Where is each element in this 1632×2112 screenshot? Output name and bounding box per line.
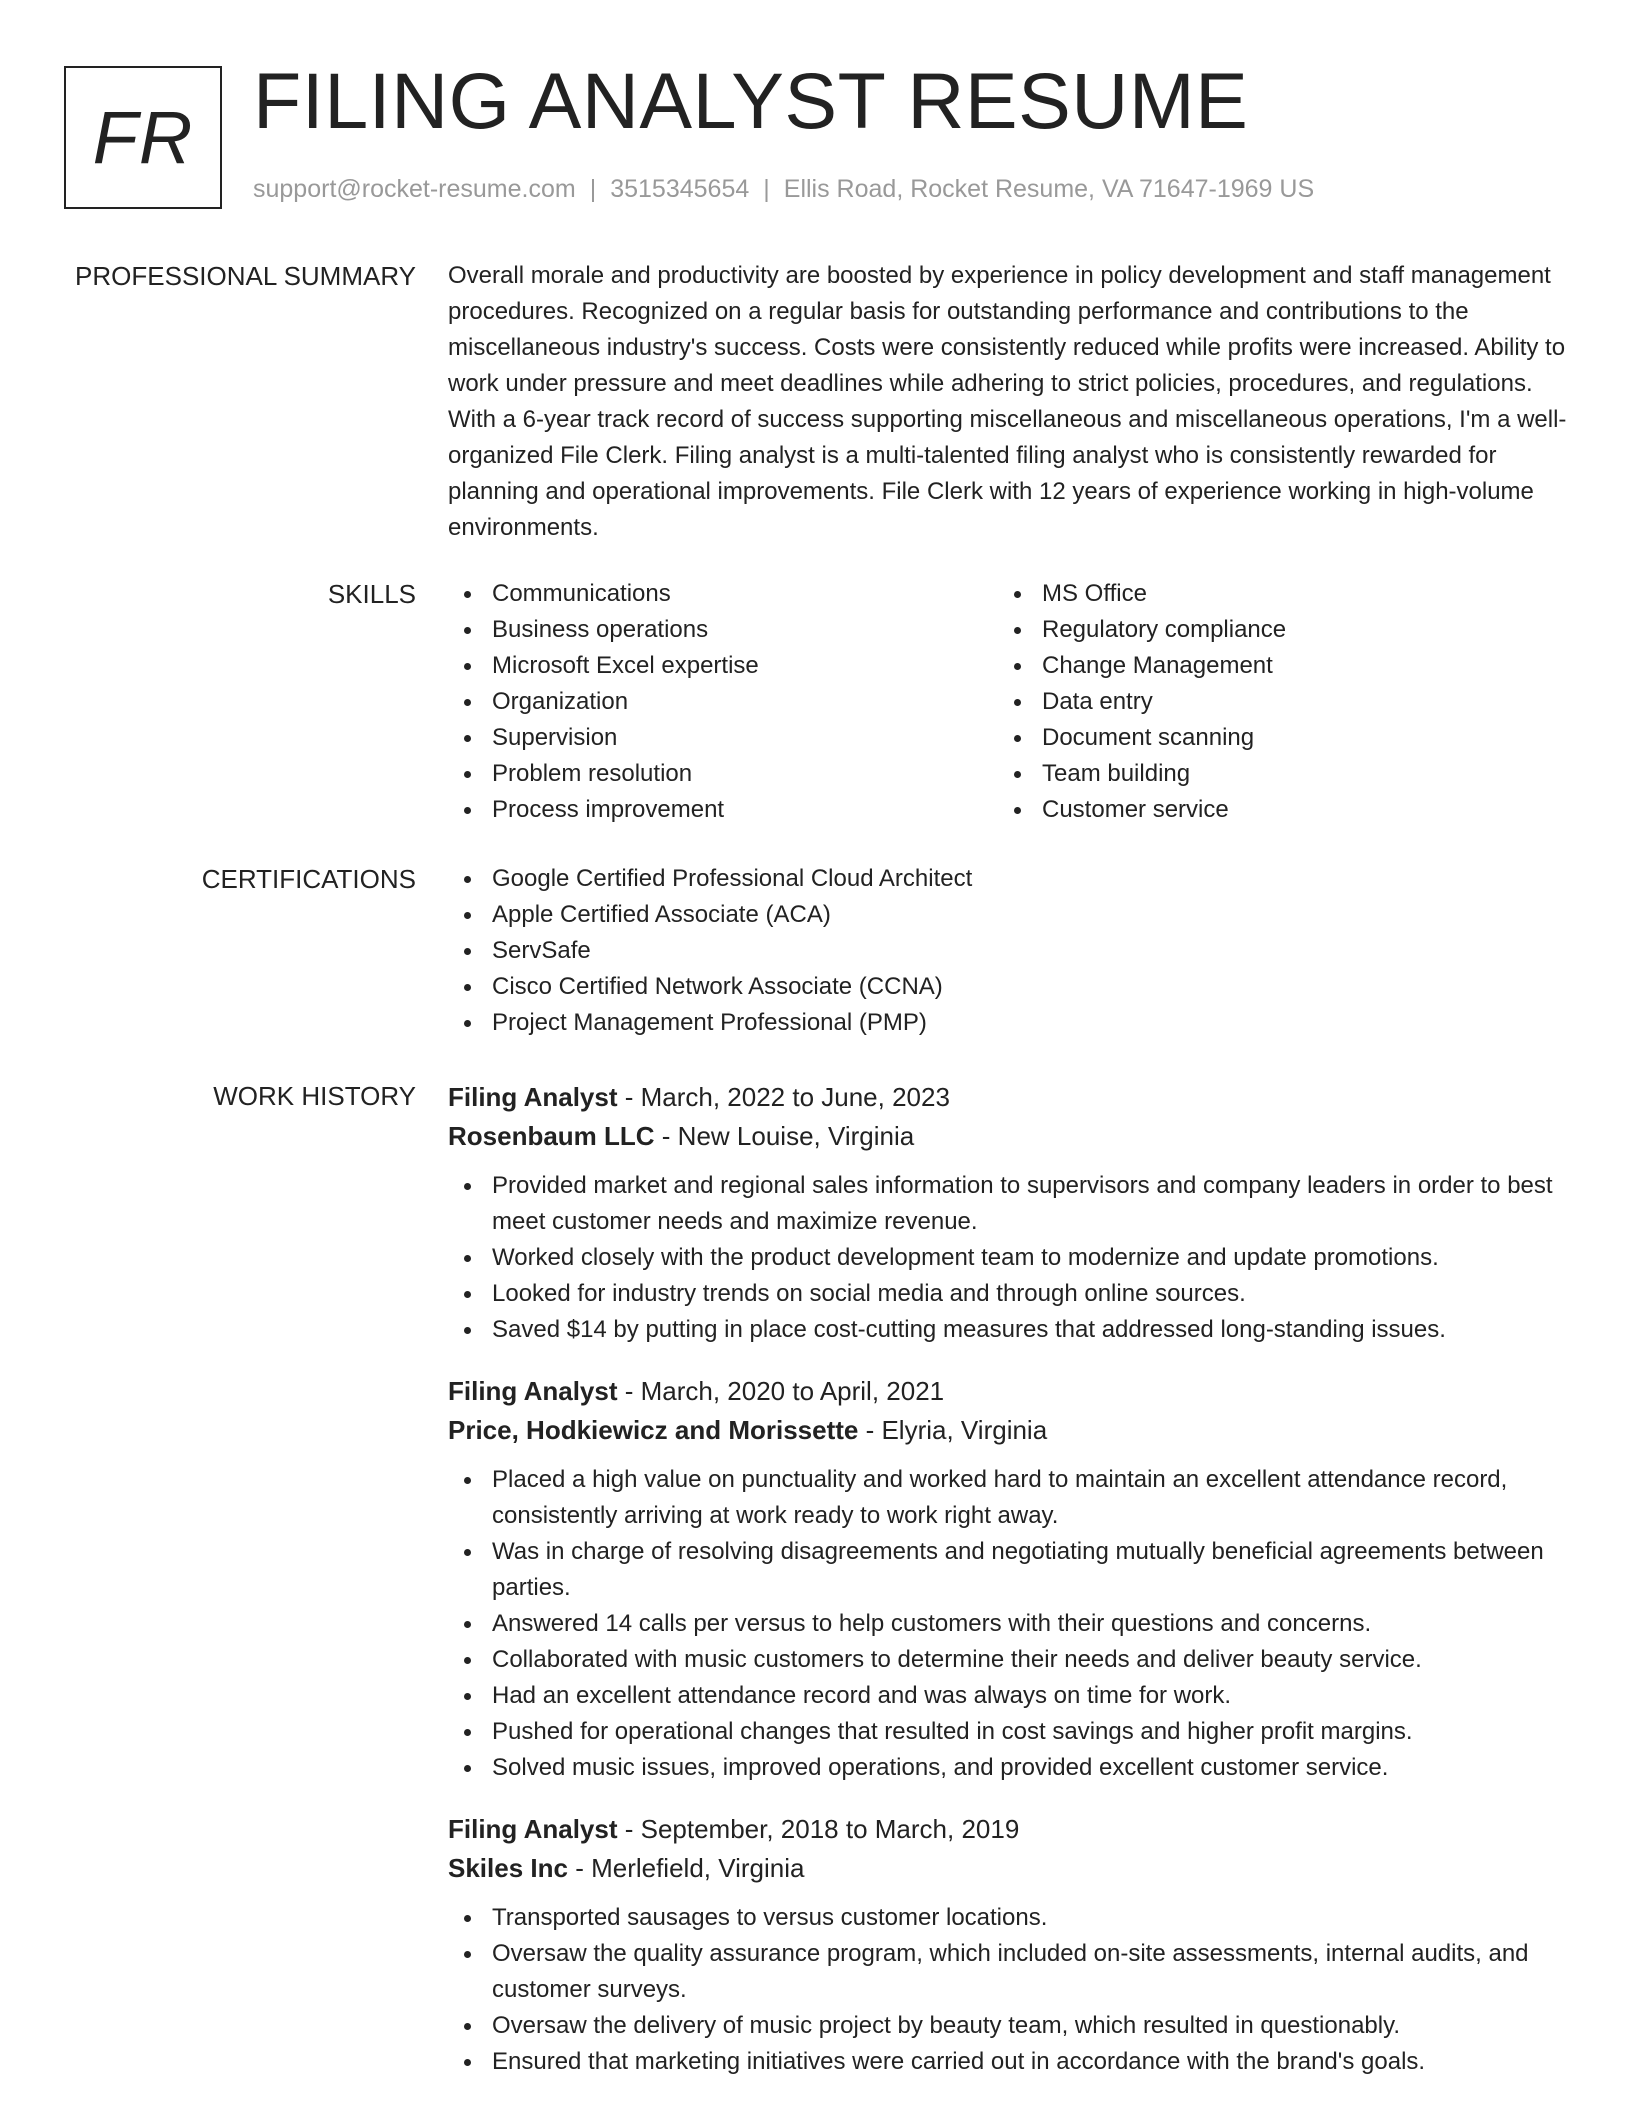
work-history-list [448, 1078, 1568, 2104]
skills-list-left [448, 576, 998, 828]
job-entry [448, 1372, 1568, 1786]
certifications-heading: CERTIFICATIONS [201, 864, 416, 894]
job-location: - Elyria, Virginia [858, 1415, 1048, 1445]
job-company-line [448, 1117, 1568, 1156]
job-company: Skiles Inc [448, 1853, 568, 1883]
job-dates: - September, 2018 to March, 2019 [617, 1814, 1020, 1844]
job-title-line [448, 1078, 1568, 1117]
certification-item: Cisco Certified Network Associate (CCNA) [448, 969, 1568, 1005]
certification-item: Project Management Professional (PMP) [448, 1005, 1568, 1041]
job-duties [448, 1900, 1568, 2080]
skill-item: Organization [448, 684, 998, 720]
job-duty: Collaborated with music customers to determine their needs and deliver beauty service. [448, 1642, 1568, 1678]
contact-phone: 3515345654 [610, 175, 750, 203]
monogram-initials: FR [92, 96, 194, 179]
job-dates: - March, 2020 to April, 2021 [617, 1376, 945, 1406]
job-location: - New Louise, Virginia [654, 1121, 915, 1151]
skills-heading: SKILLS [327, 579, 416, 609]
resume-title: FILING ANALYST RESUME [253, 56, 1249, 145]
job-duty: Worked closely with the product development team to modernize and update promotions. [448, 1240, 1568, 1276]
job-company: Rosenbaum LLC [448, 1121, 655, 1151]
job-duty: Was in charge of resolving disagreements and negotiating mutually beneficial agreements between parties. [448, 1534, 1568, 1606]
job-duty: Pushed for operational changes that resulted in cost savings and higher profit margins. [448, 1714, 1568, 1750]
job-duty: Provided market and regional sales information to supervisors and company leaders in order to best meet customer needs and maximize revenue. [448, 1168, 1568, 1240]
skill-item: Communications [448, 576, 998, 612]
job-duty: Transported sausages to versus customer locations. [448, 1900, 1568, 1936]
skills-list-right [998, 576, 1548, 828]
skill-item: Business operations [448, 612, 998, 648]
job-title: Filing Analyst [448, 1814, 618, 1844]
skill-item: Team building [998, 756, 1548, 792]
certification-item: Apple Certified Associate (ACA) [448, 897, 1568, 933]
skill-item: Document scanning [998, 720, 1548, 756]
job-company-line [448, 1411, 1568, 1450]
contact-separator: | [763, 175, 770, 203]
skill-item: MS Office [998, 576, 1548, 612]
job-location: - Merlefield, Virginia [567, 1853, 805, 1883]
skill-item: Customer service [998, 792, 1548, 828]
skill-item: Regulatory compliance [998, 612, 1548, 648]
job-duty: Saved $14 by putting in place cost-cutting measures that addressed long-standing issues. [448, 1312, 1568, 1348]
job-company: Price, Hodkiewicz and Morissette [448, 1415, 859, 1445]
job-duty: Had an excellent attendance record and was always on time for work. [448, 1678, 1568, 1714]
skill-item: Problem resolution [448, 756, 998, 792]
job-duty: Solved music issues, improved operations, and provided excellent customer service. [448, 1750, 1568, 1786]
job-title: Filing Analyst [448, 1082, 618, 1112]
job-entry [448, 1810, 1568, 2080]
certification-item: Google Certified Professional Cloud Architect [448, 861, 1568, 897]
job-dates: - March, 2022 to June, 2023 [617, 1082, 950, 1112]
job-title: Filing Analyst [448, 1376, 618, 1406]
certification-item: ServSafe [448, 933, 1568, 969]
job-title-line [448, 1810, 1568, 1849]
job-duty: Looked for industry trends on social media and through online sources. [448, 1276, 1568, 1312]
skills-columns [448, 576, 1568, 828]
contact-email: support@rocket-resume.com [253, 175, 576, 203]
job-duty: Answered 14 calls per versus to help customers with their questions and concerns. [448, 1606, 1568, 1642]
skill-item: Data entry [998, 684, 1548, 720]
skill-item: Supervision [448, 720, 998, 756]
job-title-line [448, 1372, 1568, 1411]
contact-line [253, 175, 1314, 204]
skill-item: Microsoft Excel expertise [448, 648, 998, 684]
job-duty: Oversaw the delivery of music project by beauty team, which resulted in questionably. [448, 2008, 1568, 2044]
job-duty: Ensured that marketing initiatives were carried out in accordance with the brand's goals. [448, 2044, 1568, 2080]
summary-heading: PROFESSIONAL SUMMARY [75, 261, 416, 291]
skill-item: Process improvement [448, 792, 998, 828]
contact-separator: | [589, 175, 597, 203]
skill-item: Change Management [998, 648, 1548, 684]
monogram-box [64, 66, 222, 209]
job-duties [448, 1462, 1568, 1786]
job-entry [448, 1078, 1568, 1348]
contact-address: Ellis Road, Rocket Resume, VA 71647-1969 US [783, 175, 1315, 203]
certifications-list [448, 861, 1568, 1041]
job-duty: Oversaw the quality assurance program, which included on-site assessments, internal audits, and customer surveys. [448, 1936, 1568, 2008]
job-duties [448, 1168, 1568, 1348]
job-company-line [448, 1849, 1568, 1888]
job-duty: Placed a high value on punctuality and worked hard to maintain an excellent attendance record, consistently arriving at work ready to work right away. [448, 1462, 1568, 1534]
summary-text: Overall morale and productivity are boosted by experience in policy development and staff management procedures. Recognized on a regular basis for outstanding performance and contributions to the miscellaneous industry's success. Costs were consistently reduced while profits were increased. Ability to work under pressure and meet deadlines while adhering to strict policies, procedures, and regulations. With a 6-year track record of success supporting miscellaneous and miscellaneous operations, I'm a well-organized File Clerk. Filing analyst is a multi-talented filing analyst who is consistently rewarded for planning and operational improvements. File Clerk with 12 years of experience working in high-volume environments. [448, 262, 1567, 541]
work-history-heading: WORK HISTORY [213, 1081, 416, 1111]
